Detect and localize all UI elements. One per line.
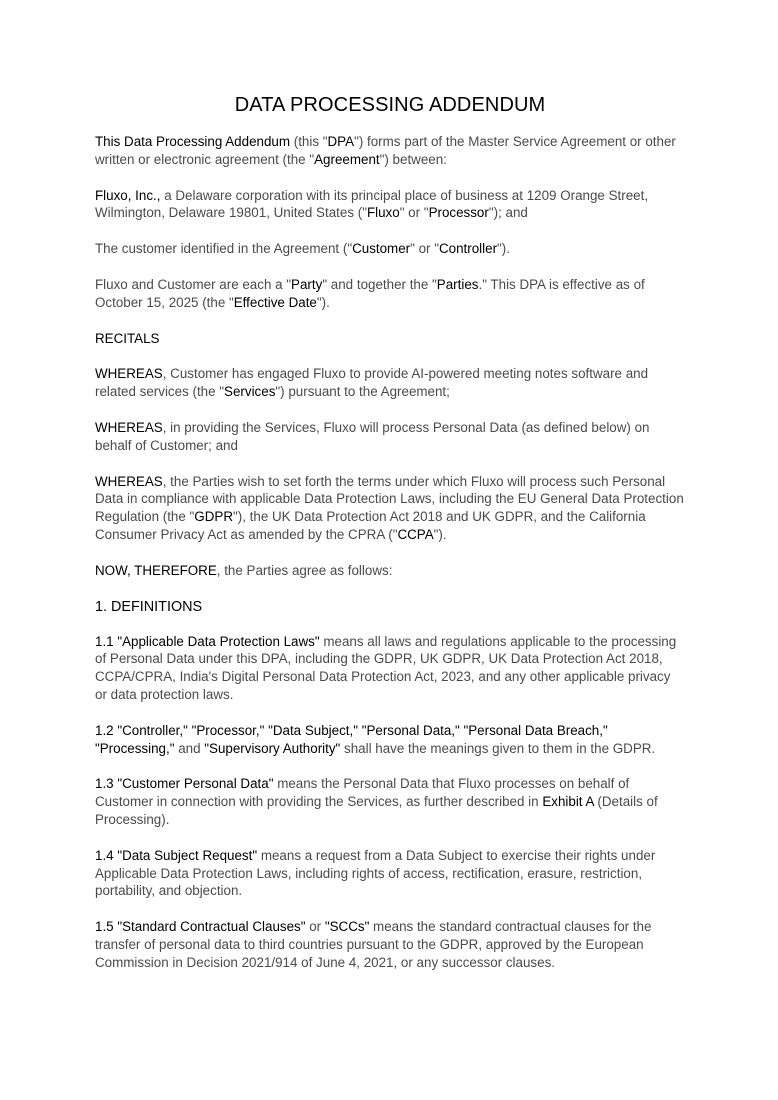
defined-term: Effective Date [233,294,317,310]
defined-term: DPA [327,134,355,149]
whereas-keyword: WHEREAS [95,419,163,435]
whereas-keyword: WHEREAS [95,366,163,382]
definition-term: 1.5 "Standard Contractual Clauses" [95,919,306,935]
parties-paragraph: Fluxo and Customer are each a "Party" and together the "Parties." This DPA is effective as of October 15, 2025 (the "Effective Date"). [95,276,645,310]
definition-1-5: 1.5 "Standard Contractual Clauses" or "SCCs" means the standard contractual clauses for the transfer of personal data to third countries pursuant to the GDPR, approved by the European Commission in Decision 2021/914 of June 4, 2021, or any successor clauses. [95,919,652,970]
party-processor-paragraph: Fluxo, Inc., a Delaware corporation with its principal place of business at 1209 Orange Street, Wilmington, Delaware 19801, United States ("Fluxo" or "Processor"); and [95,187,649,221]
whereas-keyword: WHEREAS [95,473,163,489]
defined-term: Controller [438,241,498,257]
definition-term: 1.2 "Controller," "Processor," "Data Subject," "Personal Data," "Personal Data Breach," "Processing," [95,722,608,756]
now-therefore-paragraph: NOW, THEREFORE, the Parties agree as follows: [95,562,393,578]
defined-term: GDPR [194,509,233,525]
definition-term: 1.1 "Applicable Data Protection Laws" [95,633,320,649]
whereas-paragraph: WHEREAS, in providing the Services, Fluxo will process Personal Data (as defined below) on behalf of Customer; and [95,419,650,453]
defined-term: Agreement [314,151,380,167]
definition-1-1: 1.1 "Applicable Data Protection Laws" means all laws and regulations applicable to the processing of Personal Data under this DPA, including the GDPR, UK GDPR, UK Data Protection Act 2018, CCPA/CPRA, India's Digital Personal Data Protection Act, 2023, and any other applicable privacy or data protection laws. [95,633,677,702]
now-therefore-keyword: NOW, THEREFORE [95,562,217,578]
defined-term: This Data Processing Addendum [95,134,291,149]
defined-term: Services [224,384,276,400]
document-title: DATA PROCESSING ADDENDUM [234,94,546,116]
definition-term: "SCCs" [324,919,370,935]
defined-term: Party [291,276,323,292]
document-page [95,92,685,990]
defined-term: Fluxo [366,205,400,221]
definition-term: 1.3 "Customer Personal Data" [95,776,274,792]
recitals-heading: RECITALS [95,330,160,346]
definition-1-4: 1.4 "Data Subject Request" means a request from a Data Subject to exercise their rights under Applicable Data Protection Laws, including rights of access, rectification, erasure, restriction, portability, and objection. [95,847,656,899]
section-heading-definitions: 1. DEFINITIONS [95,598,203,615]
definition-term: 1.4 "Data Subject Request" [95,847,258,863]
definition-1-3: 1.3 "Customer Personal Data" means the Personal Data that Fluxo processes on behalf of Customer in connection with providing the Services, as further described in Exhibit A (Details of Processing). [95,776,658,827]
defined-term: Processor [428,205,489,221]
definition-1-2: 1.2 "Controller," "Processor," "Data Subject," "Personal Data," "Personal Data Breach," "Processing," and "Supervisory Authority" shall have the meanings given to them in the GDPR. [95,722,656,756]
definition-term: "Supervisory Authority" [204,740,341,756]
exhibit-reference: Exhibit A [542,794,594,810]
defined-term: Customer [352,241,411,257]
whereas-paragraph: WHEREAS, Customer has engaged Fluxo to provide AI-powered meeting notes software and related services (the "Services") pursuant to the Agreement; [95,366,649,400]
party-customer-paragraph: The customer identified in the Agreement ("Customer" or "Controller"). [95,241,510,257]
defined-term: Parties [436,276,479,292]
whereas-paragraph: WHEREAS, the Parties wish to set forth the terms under which Fluxo will process such Personal Data in compliance with applicable Data Protection Laws, including the EU General Data Protection Regulation (the "GDPR"), the UK Data Protection Act 2018 and UK GDPR, and the California Consumer Privacy Act as amended by the CPRA ("CCPA"). [95,473,684,542]
defined-term: CCPA [397,526,434,542]
party-name: Fluxo, Inc., [95,187,161,203]
intro-paragraph: This Data Processing Addendum (this "DPA") forms part of the Master Service Agreement or other written or electronic agreement (the "Agreement") between: [95,134,676,167]
